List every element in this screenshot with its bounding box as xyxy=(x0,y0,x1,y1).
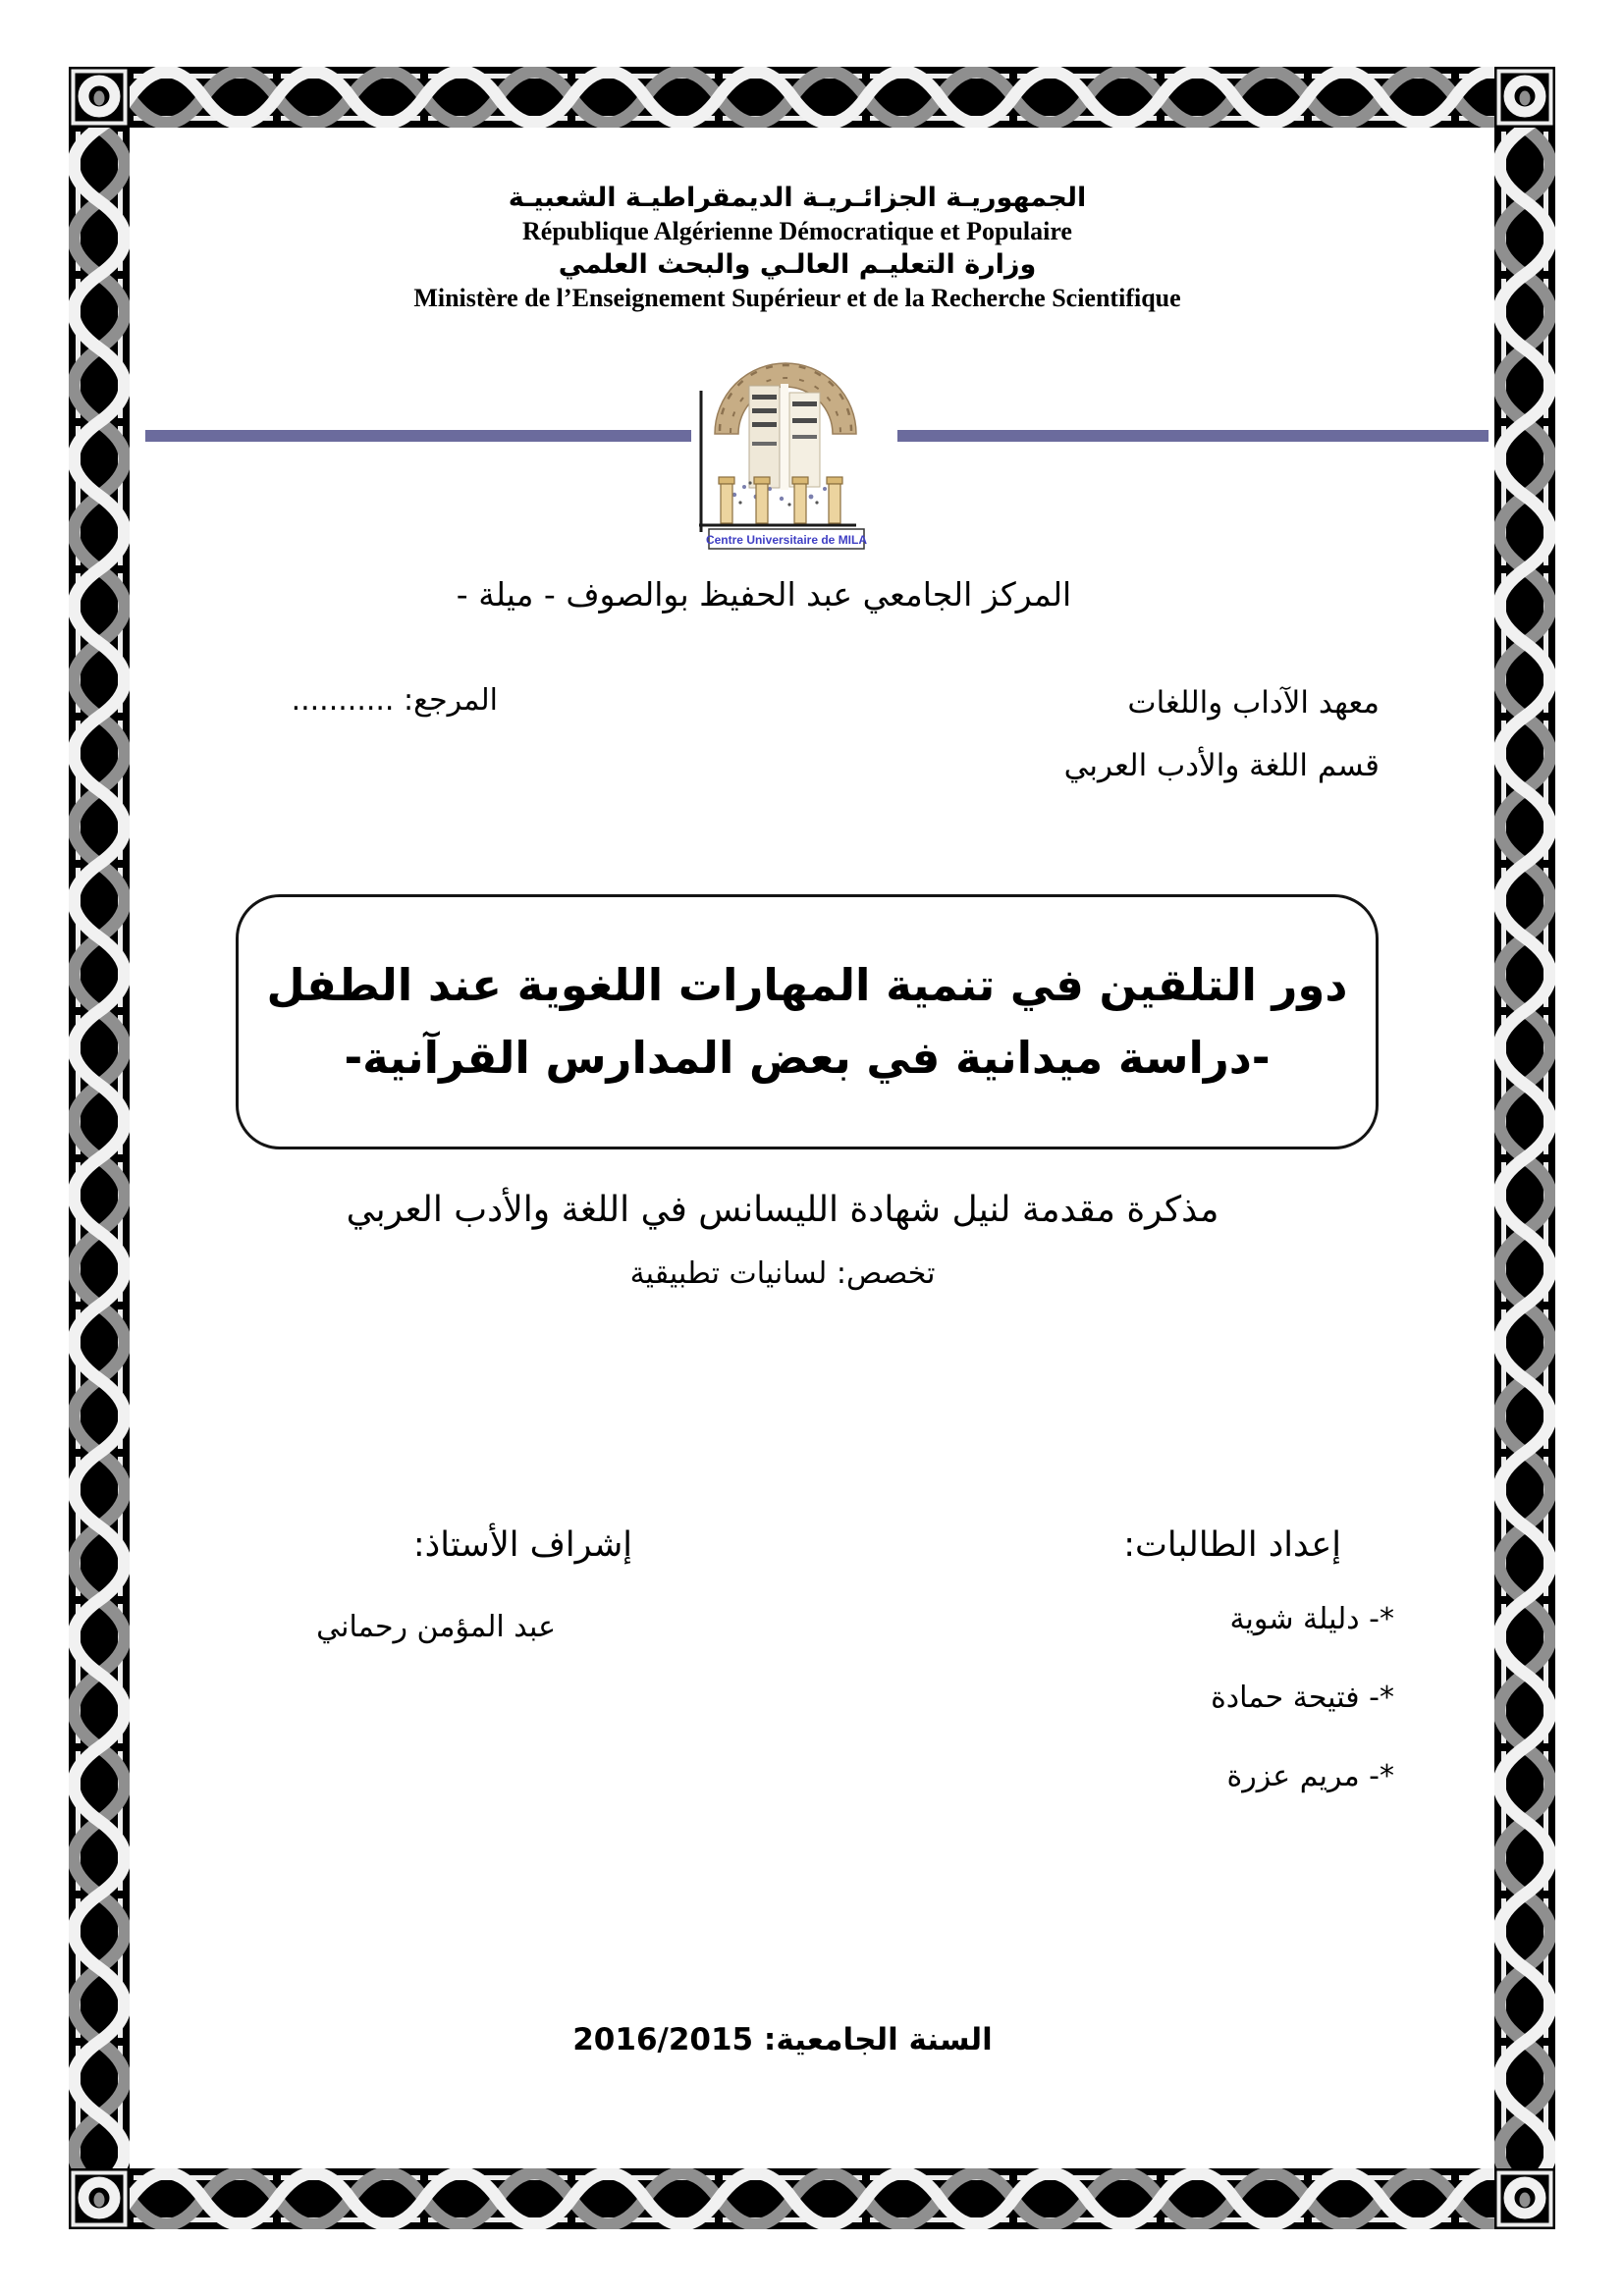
ministry-name-arabic: وزارة التعليـم العالـي والبحث العلمي xyxy=(558,249,1037,280)
decorative-rule-left xyxy=(145,430,691,442)
specialty-line: تخصص: لسانيات تطبيقية xyxy=(629,1256,936,1291)
institute-name: معهد الآداب واللغات xyxy=(1127,685,1380,721)
thesis-title-line-2: -دراسة ميدانية في بعض المدارس القرآنية- xyxy=(344,1032,1271,1084)
student-name-2: *- فتيحة حمادة xyxy=(1211,1681,1394,1715)
ministry-header xyxy=(69,181,1526,314)
ornament-corner-top-right-icon xyxy=(1494,67,1555,128)
thesis-title-box xyxy=(236,894,1379,1149)
reference-field: المرجع: ........... xyxy=(291,683,498,718)
border-right xyxy=(1494,128,1555,2168)
ornament-corner-top-left-icon xyxy=(69,67,130,128)
academic-year-line: السنة الجامعية: 2016/2015 xyxy=(572,2022,993,2057)
ornament-corner-bottom-left-icon xyxy=(69,2168,130,2229)
student-name-3: *- مريم عزرة xyxy=(1226,1759,1394,1793)
ministry-name-french: Ministère de l’Enseignement Supérieur et de la Recherche Scientifique xyxy=(413,284,1181,312)
logo-caption: Centre Universitaire de MILA xyxy=(705,533,868,547)
university-logo-graphic xyxy=(687,340,884,554)
institute-block xyxy=(1064,671,1380,797)
university-name-line: المركز الجامعي عبد الحفيظ بوالصوف - ميلة - xyxy=(456,575,1072,614)
supervision-heading: إشراف الأستاذ: xyxy=(412,1525,632,1565)
border-top xyxy=(130,67,1494,128)
decorative-rule-right xyxy=(897,430,1489,442)
border-bottom xyxy=(130,2168,1494,2229)
university-logo xyxy=(687,340,884,554)
department-name: قسم اللغة والأدب العربي xyxy=(1063,748,1380,783)
thesis-title-line-1: دور التلقين في تنمية المهارات اللغوية عند الطفل xyxy=(266,959,1348,1011)
ornament-corner-bottom-right-icon xyxy=(1494,2168,1555,2229)
student-name-1: *- دليلة شوية xyxy=(1229,1602,1394,1636)
republic-name-arabic: الجمهوريـة الجزائـريـة الديمقراطيـة الشعبيـة xyxy=(508,183,1087,213)
border-left xyxy=(69,128,130,2168)
memo-description-line: مذكرة مقدمة لنيل شهادة الليسانس في اللغة والأدب العربي xyxy=(346,1190,1219,1230)
prepared-by-heading: إعداد الطالبات: xyxy=(1123,1525,1341,1565)
republic-name-french: République Algérienne Démocratique et Populaire xyxy=(522,217,1072,245)
supervisor-name: عبد المؤمن رحماني xyxy=(316,1610,556,1644)
